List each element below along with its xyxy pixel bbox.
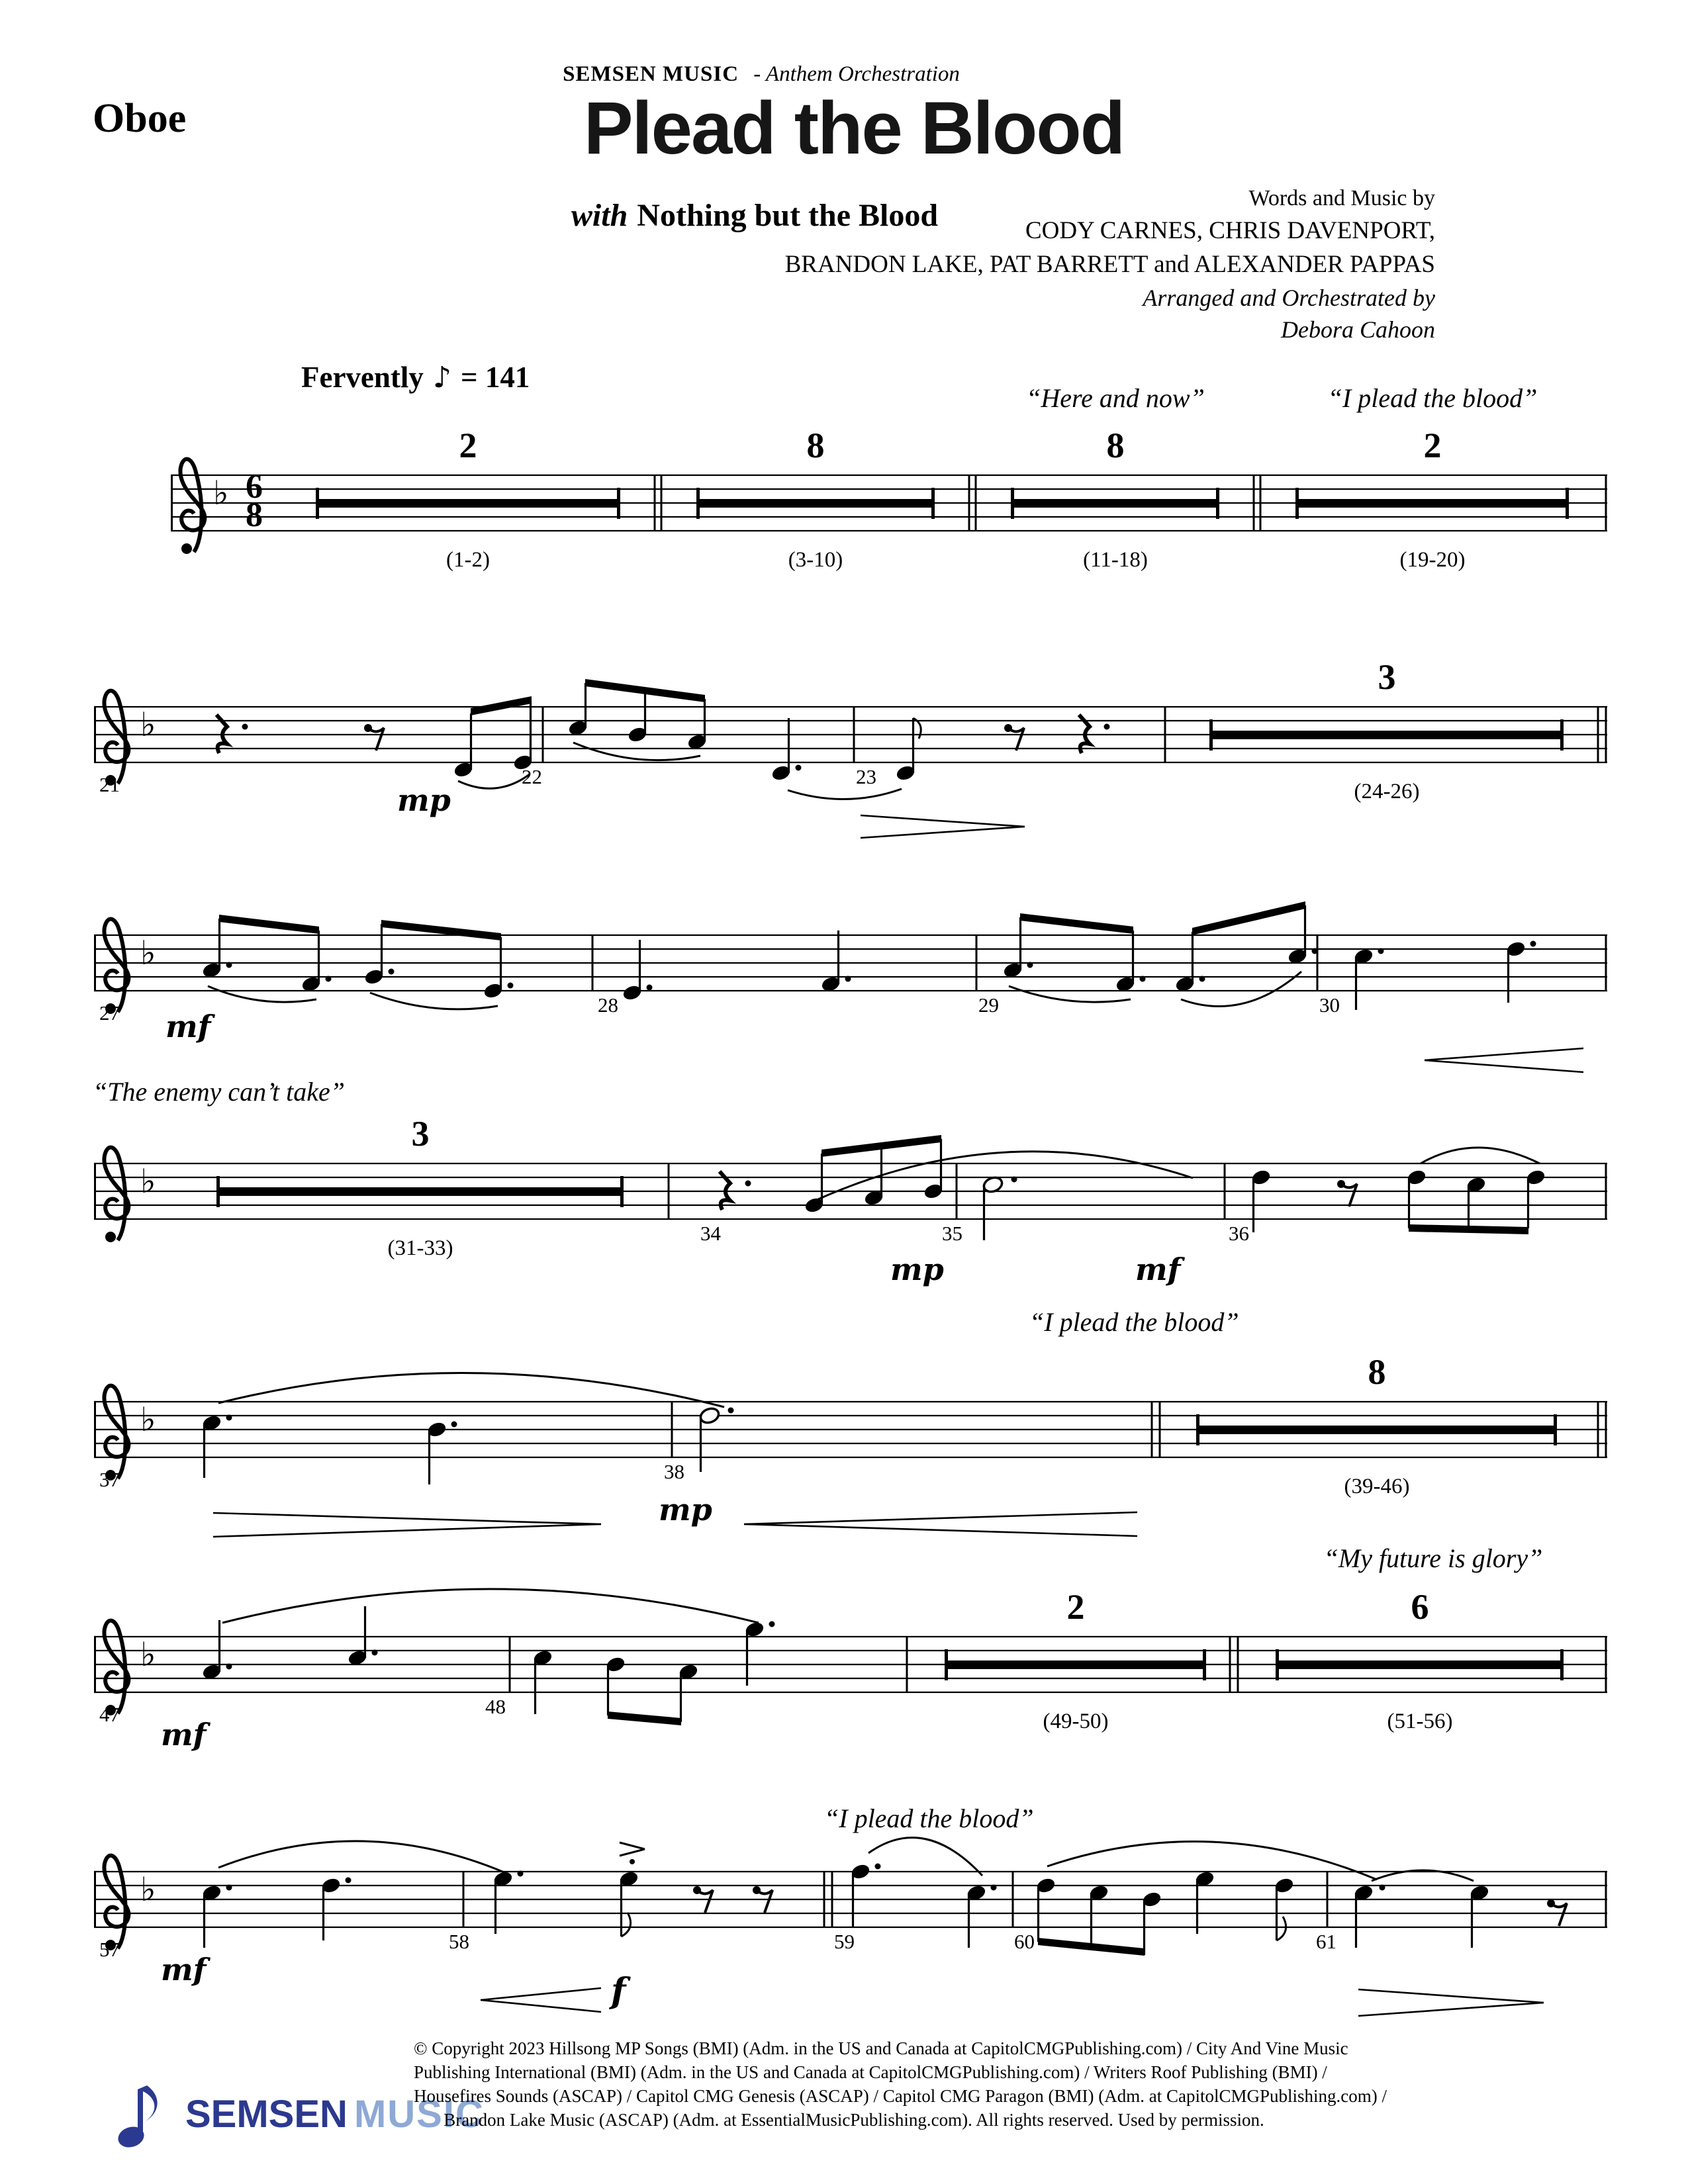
measure-number: 30 bbox=[1319, 993, 1340, 1017]
key-flat-icon: ♭ bbox=[140, 934, 156, 972]
slur bbox=[370, 993, 498, 1009]
measure-number: 34 bbox=[700, 1222, 721, 1245]
measure-number: 47 bbox=[99, 1703, 120, 1726]
eighth-flag-icon bbox=[622, 1913, 631, 1936]
measure-21-notes bbox=[216, 696, 534, 788]
multirest-bar-31-33 bbox=[216, 1176, 624, 1207]
rehearsal-cue: “I plead the blood” bbox=[824, 1803, 1034, 1833]
copyright-line: Housefires Sounds (ASCAP) / Capitol CMG Genesis (ASCAP) / Capitol CMG Paragon (BMI) (Adm. at CapitolCMGPublishing.com) / bbox=[414, 2086, 1387, 2106]
tie bbox=[788, 789, 902, 799]
logo-text-primary: SEMSEN bbox=[185, 2093, 348, 2136]
slur bbox=[1421, 1148, 1540, 1163]
arranger-caption: Arranged and Orchestrated by bbox=[1143, 285, 1435, 311]
slur bbox=[218, 1841, 506, 1873]
measure-number: 38 bbox=[664, 1460, 684, 1483]
multirest-count: 3 bbox=[1378, 657, 1396, 697]
rehearsal-cue: “Here and now” bbox=[1026, 383, 1205, 413]
multirest-bar-39-46 bbox=[1196, 1414, 1557, 1445]
tempo-value: = 141 bbox=[461, 361, 530, 394]
key-flat-icon: ♭ bbox=[213, 474, 229, 512]
subtitle-prefix: with bbox=[571, 198, 628, 233]
slur bbox=[1009, 986, 1131, 1002]
decrescendo-hairpin bbox=[213, 1513, 601, 1524]
measure-number: 21 bbox=[99, 773, 120, 796]
multirest-range: (1-2) bbox=[446, 548, 490, 572]
half-note bbox=[698, 1406, 720, 1426]
beam bbox=[1192, 901, 1305, 935]
measure-number: 27 bbox=[99, 1001, 120, 1024]
staff-system-3 bbox=[94, 935, 1607, 991]
measure-number: 58 bbox=[449, 1930, 469, 1953]
multirest-count: 2 bbox=[1423, 426, 1442, 465]
treble-clef-icon bbox=[104, 1148, 128, 1242]
publisher-line bbox=[397, 64, 1125, 85]
multirest-bar-24-26 bbox=[1209, 719, 1564, 751]
beam bbox=[381, 920, 501, 940]
crescendo-hairpin bbox=[744, 1512, 1137, 1524]
decrescendo-hairpin bbox=[861, 815, 1025, 827]
measure-number: 36 bbox=[1229, 1222, 1249, 1245]
measure-22-notes bbox=[567, 679, 902, 799]
key-flat-icon: ♭ bbox=[140, 705, 156, 744]
slur bbox=[868, 1838, 982, 1876]
measure-number: 60 bbox=[1014, 1930, 1035, 1953]
multirest-range: (19-20) bbox=[1399, 548, 1466, 572]
dynamic-marking: mf bbox=[1135, 1251, 1181, 1287]
key-flat-icon: ♭ bbox=[140, 1162, 156, 1201]
key-flat-icon: ♭ bbox=[140, 1400, 156, 1439]
measure-number: 22 bbox=[522, 765, 542, 788]
multirest-range: (11-18) bbox=[1083, 548, 1148, 572]
eighth-flag-icon bbox=[1277, 1917, 1286, 1940]
copyright-line: Publishing International (BMI) (Adm. in the US and Canada at CapitolCMGPublishing.com) / Writers Roof Publishing (BMI) / bbox=[414, 2062, 1327, 2082]
measure-number: 23 bbox=[856, 765, 876, 788]
eighth-rest-icon bbox=[364, 724, 384, 751]
crescendo-hairpin bbox=[1425, 1048, 1583, 1060]
rehearsal-cue: “I plead the blood” bbox=[1327, 383, 1538, 413]
measure-number: 61 bbox=[1316, 1930, 1336, 1953]
time-signature-upper: 6 bbox=[246, 468, 263, 506]
beam bbox=[219, 915, 319, 934]
multirest-bar-51-56 bbox=[1276, 1649, 1564, 1680]
publisher-series: - Anthem Orchestration bbox=[753, 62, 960, 86]
multirest-count: 3 bbox=[411, 1114, 430, 1154]
measure-number: 28 bbox=[598, 993, 618, 1017]
multirest-range: (49-50) bbox=[1043, 1709, 1109, 1733]
treble-clef-icon bbox=[180, 459, 205, 554]
measure-35-notes bbox=[982, 1175, 1017, 1240]
multirest-bar-49-50 bbox=[945, 1649, 1206, 1680]
time-signature-lower: 8 bbox=[246, 496, 263, 534]
dynamic-marking: mp bbox=[397, 782, 451, 818]
measure-47-notes bbox=[201, 1589, 759, 1681]
staccato-dot bbox=[630, 1859, 635, 1864]
arranger-name: Debora Cahoon bbox=[1281, 316, 1435, 343]
treble-clef-icon bbox=[104, 1621, 128, 1715]
slur bbox=[208, 986, 316, 1002]
dynamic-marking: mf bbox=[165, 1009, 211, 1044]
treble-clef-icon bbox=[104, 919, 128, 1014]
treble-clef-icon bbox=[104, 691, 128, 786]
multirest-count: 8 bbox=[806, 426, 825, 465]
staff-system-7 bbox=[94, 1872, 1607, 1927]
measure-number: 37 bbox=[99, 1468, 120, 1491]
piece-title: Plead the Blood bbox=[583, 87, 1125, 169]
eighth-note-icon: ♪ bbox=[432, 361, 452, 394]
treble-clef-icon bbox=[104, 1386, 128, 1480]
logo-text-secondary: MUSIC bbox=[353, 2093, 485, 2136]
multirest-range: (51-56) bbox=[1387, 1709, 1453, 1733]
tempo-marking bbox=[301, 363, 530, 392]
multirest-count: 6 bbox=[1411, 1587, 1429, 1627]
measure-number: 59 bbox=[834, 1930, 855, 1953]
eighth-rest-icon bbox=[1337, 1180, 1357, 1206]
multirest-count: 8 bbox=[1106, 426, 1125, 465]
beam bbox=[1020, 913, 1133, 934]
rehearsal-cue: “The enemy can’t take” bbox=[93, 1077, 346, 1107]
semsen-note-logo-icon bbox=[106, 2075, 179, 2154]
tempo-word: Fervently bbox=[301, 361, 424, 394]
dynamic-marking: mf bbox=[161, 1717, 207, 1752]
rehearsal-cue: “My future is glory” bbox=[1323, 1543, 1543, 1573]
slur bbox=[573, 743, 700, 760]
measure-61-notes bbox=[1353, 1870, 1567, 2016]
measure-23-notes bbox=[861, 715, 1110, 838]
key-flat-icon: ♭ bbox=[140, 1635, 156, 1674]
measure-30-notes bbox=[1353, 940, 1583, 1072]
multirest-count: 8 bbox=[1368, 1352, 1386, 1392]
accent-icon bbox=[620, 1843, 645, 1849]
beam bbox=[471, 696, 532, 715]
rehearsal-cue: “I plead the blood” bbox=[1029, 1307, 1239, 1337]
instrument-name: Oboe bbox=[93, 96, 187, 141]
multirest-range: (39-46) bbox=[1344, 1475, 1410, 1498]
credits-composers-1: CODY CARNES, CHRIS DAVENPORT, bbox=[1025, 217, 1435, 244]
dynamic-marking: f bbox=[611, 1971, 626, 2011]
measure-number: 57 bbox=[99, 1938, 120, 1961]
dynamic-marking: mp bbox=[890, 1251, 944, 1287]
dynamic-marking: mp bbox=[659, 1492, 712, 1527]
dynamic-marking: mf bbox=[161, 1952, 207, 1987]
crescendo-hairpin bbox=[481, 1988, 601, 2000]
publisher-name: SEMSEN MUSIC bbox=[563, 62, 739, 86]
beam bbox=[608, 1711, 681, 1725]
measure-number: 35 bbox=[942, 1222, 962, 1245]
credits-caption: Words and Music by bbox=[1248, 186, 1435, 210]
measure-27-notes bbox=[201, 915, 514, 1009]
measure-number: 48 bbox=[485, 1695, 506, 1718]
multirest-range: (24-26) bbox=[1354, 780, 1420, 803]
copyright-line: © Copyright 2023 Hillsong MP Songs (BMI) (Adm. in the US and Canada at CapitolCMGPublishing.com) / City And Vine Music bbox=[414, 2038, 1348, 2058]
copyright-line: Brandon Lake Music (ASCAP) (Adm. at EssentialMusicPublishing.com). All rights reserved. Used by permission. bbox=[444, 2110, 1264, 2130]
key-flat-icon: ♭ bbox=[140, 1870, 156, 1909]
treble-clef-icon bbox=[104, 1856, 128, 1950]
eighth-rest-icon bbox=[1004, 724, 1024, 751]
multirest-range: (31-33) bbox=[387, 1236, 453, 1260]
decrescendo-hairpin bbox=[1358, 1989, 1544, 2003]
multirest-count: 2 bbox=[459, 426, 477, 465]
measure-59-notes bbox=[850, 1838, 997, 1948]
slur bbox=[222, 1589, 759, 1623]
multirest-range: (3-10) bbox=[788, 548, 843, 572]
beam bbox=[1409, 1224, 1528, 1234]
slur bbox=[458, 774, 530, 788]
multirest-count: 2 bbox=[1066, 1587, 1085, 1627]
subtitle-main: Nothing but the Blood bbox=[637, 198, 939, 233]
credits-composers-2: BRANDON LAKE, PAT BARRETT and ALEXANDER PAPPAS bbox=[784, 251, 1435, 278]
measure-number: 29 bbox=[978, 993, 999, 1017]
